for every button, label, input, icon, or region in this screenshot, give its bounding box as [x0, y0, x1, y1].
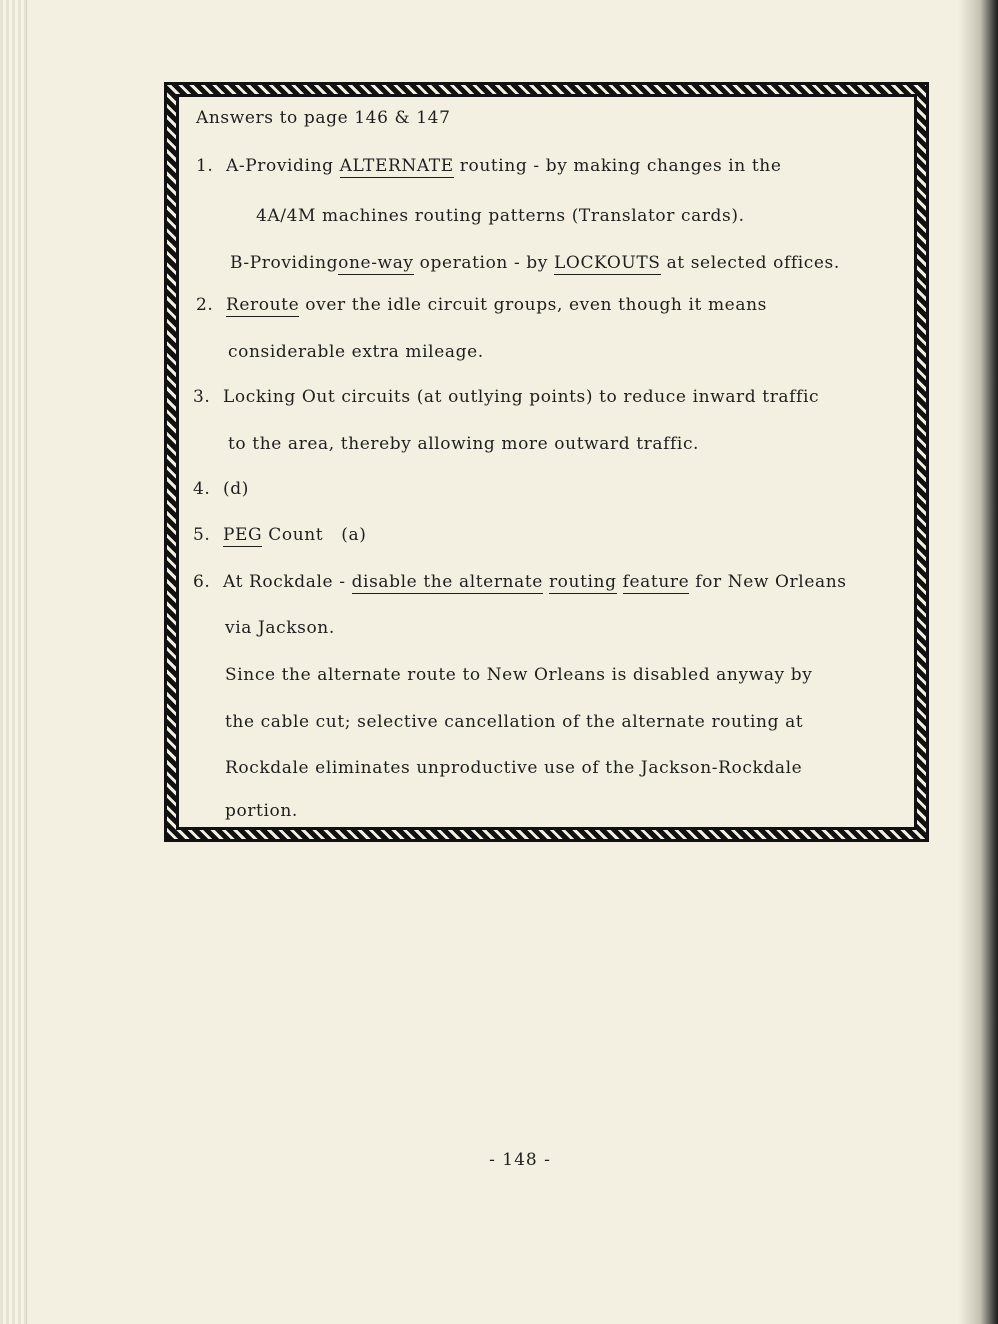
answer-6-para-line-1: Since the alternate route to New Orleans is disabled anyway by	[225, 665, 813, 685]
answer-6-line-2: via Jackson.	[225, 618, 335, 638]
page-number: - 148 -	[489, 1150, 551, 1170]
answers-heading: Answers to page 146 & 147	[196, 108, 451, 128]
answer-1-number: 1.	[196, 156, 214, 176]
underlined-alternate: ALTERNATE	[339, 156, 454, 176]
answer-6-line-1: 6. At Rockdale - disable the alternate routing feature for New Orleans	[193, 572, 847, 592]
underlined-disable-alternate: disable the alternate	[351, 572, 543, 592]
answer-5: 5. PEG Count (a)	[193, 525, 367, 545]
answer-4-number: 4.	[193, 479, 211, 499]
answer-5-number: 5.	[193, 525, 211, 545]
answer-6-para-line-3: Rockdale eliminates unproductive use of the Jackson-Rockdale	[225, 758, 803, 778]
answer-3-line-2: to the area, thereby allowing more outward traffic.	[228, 434, 700, 454]
answer-6-para-line-4: portion.	[225, 801, 298, 821]
answer-1-line-1: 1. A-Providing ALTERNATE routing - by making changes in the	[196, 156, 782, 176]
underlined-feature: feature	[622, 572, 690, 592]
underlined-peg: PEG	[223, 525, 263, 545]
underlined-lockouts: LOCKOUTS	[554, 253, 661, 273]
answer-3-number: 3.	[193, 387, 211, 407]
answer-4: 4. (d)	[193, 479, 249, 499]
answer-2-number: 2.	[196, 295, 214, 315]
answer-6-number: 6.	[193, 572, 211, 592]
answer-1-line-2: 4A/4M machines routing patterns (Translator cards).	[256, 206, 745, 226]
underlined-reroute: Reroute	[226, 295, 300, 315]
answer-3-line-1: 3. Locking Out circuits (at outlying points) to reduce inward traffic	[193, 387, 820, 407]
answer-1-line-3: B-Providingone-way operation - by LOCKOUTS at selected offices.	[230, 253, 840, 273]
underlined-one-way: one-way	[338, 253, 414, 273]
answer-6-para-line-2: the cable cut; selective cancellation of the alternate routing at	[225, 712, 804, 732]
answer-2-line-2: considerable extra mileage.	[228, 342, 484, 362]
answer-2-line-1: 2. Reroute over the idle circuit groups, even though it means	[196, 295, 767, 315]
underlined-routing: routing	[548, 572, 617, 592]
